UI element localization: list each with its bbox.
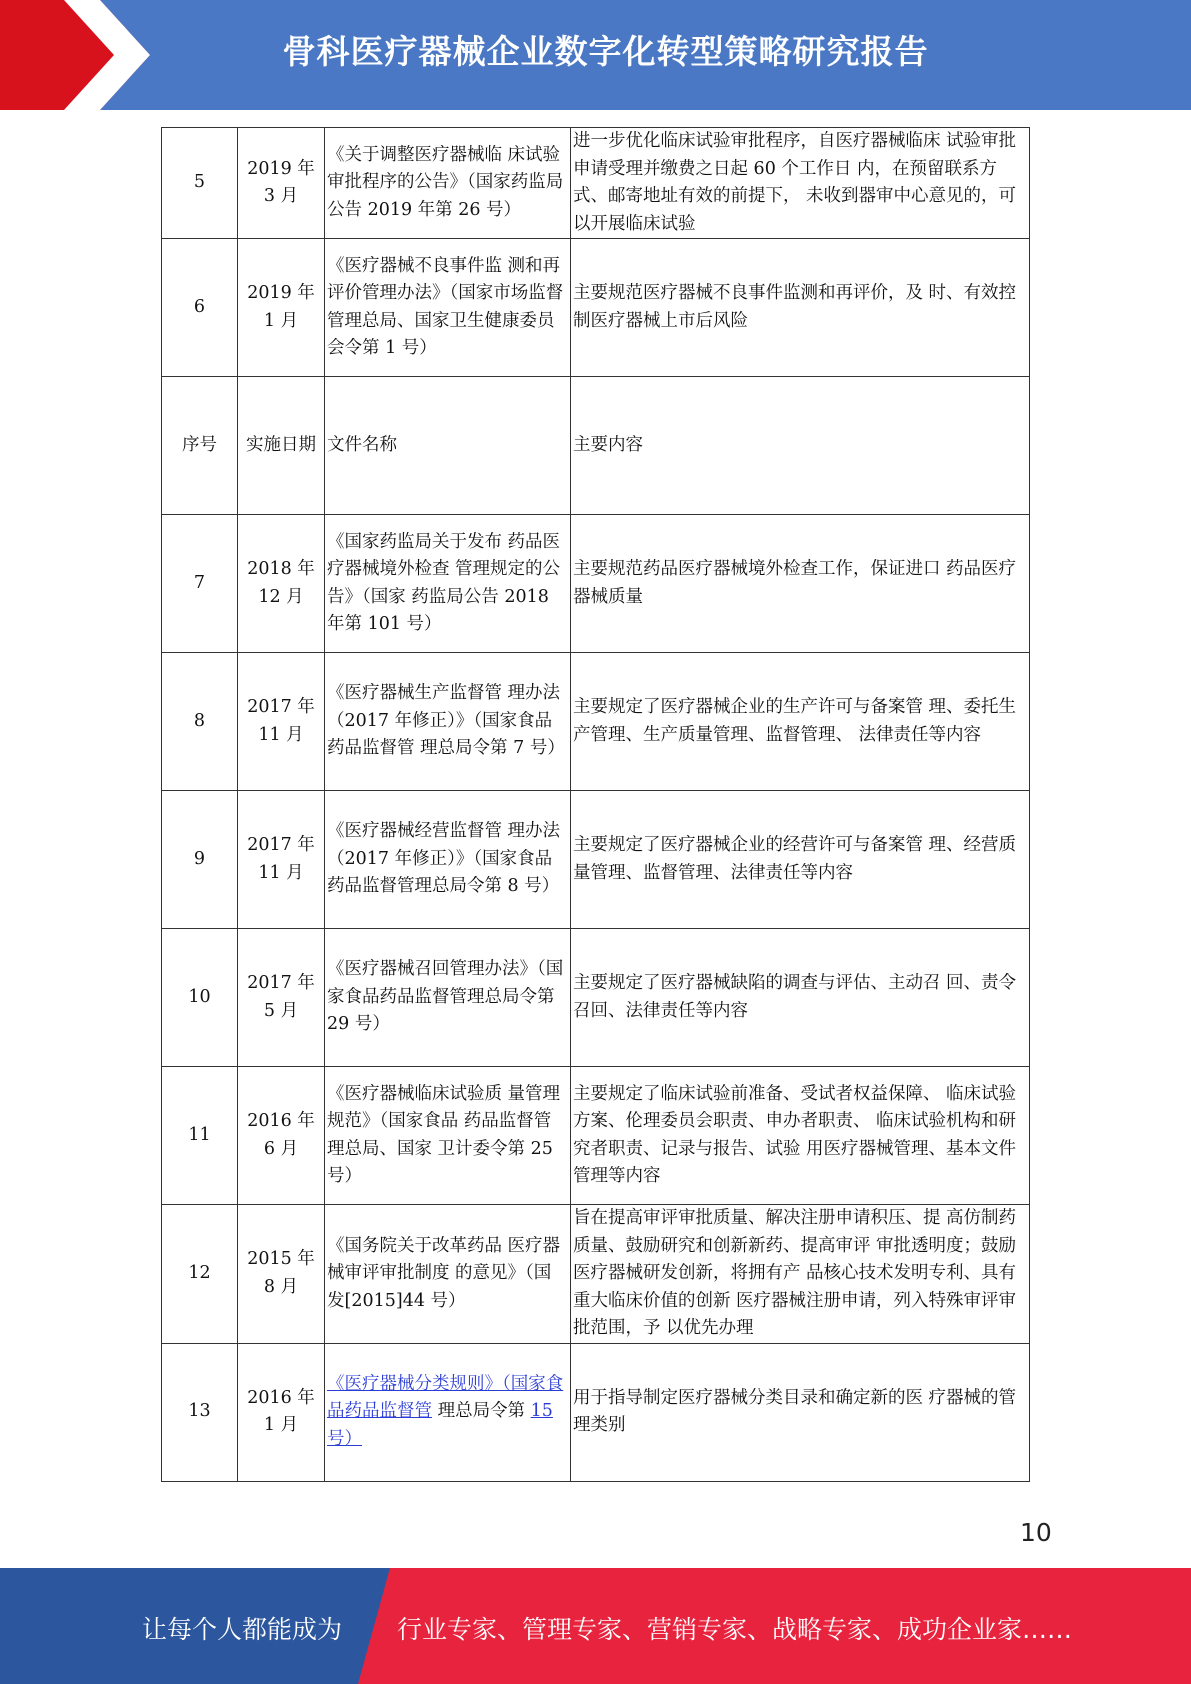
table-row xyxy=(162,791,1030,929)
row-content: 主要规定了临床试验前准备、受试者权益保障、 临床试验方案、伦理委员会职责、申办者职责、 临床试验机构和研究者职责、记录与报告、试验 用医疗器械管理、基本文件管理等内容 xyxy=(571,1067,1030,1205)
row-no: 5 xyxy=(162,128,238,239)
row-document-name: 《医疗器械经营监督管 理办法（2017 年修正）》（国家食品药品监督管理总局令第 8 号） xyxy=(325,791,571,929)
table-row xyxy=(162,1205,1030,1344)
row-date: 2016 年 6 月 xyxy=(238,1067,325,1205)
row-document-name: 《国家药监局关于发布 药品医疗器械境外检查 管理规定的公告》（国家 药监局公告 2018 年第 101 号） xyxy=(325,515,571,653)
regulation-table xyxy=(161,127,1030,1482)
row-no: 9 xyxy=(162,791,238,929)
table-row xyxy=(162,929,1030,1067)
document-link-number[interactable]: 15 号） xyxy=(327,1401,553,1449)
table-row xyxy=(162,515,1030,653)
header-cell-no: 序号 xyxy=(162,377,238,515)
row-date: 2017 年 5 月 xyxy=(238,929,325,1067)
row-no: 10 xyxy=(162,929,238,1067)
header-cell-content: 主要内容 xyxy=(571,377,1030,515)
page-title: 骨科医疗器械企业数字化转型策略研究报告 xyxy=(282,32,929,71)
row-document-name: 《医疗器械不良事件监 测和再评价管理办法》（国家市场监督管理总局、国家卫生健康委员会令第 1 号） xyxy=(325,239,571,377)
document-link[interactable]: 《医疗器械分类规则》（国家食品药品监督管 xyxy=(327,1373,564,1422)
row-content: 主要规定了医疗器械缺陷的调查与评估、主动召 回、责令召回、法律责任等内容 xyxy=(571,929,1030,1067)
row-date: 2017 年 11 月 xyxy=(238,791,325,929)
row-date: 2016 年 1 月 xyxy=(238,1343,325,1481)
page-footer xyxy=(0,1568,1191,1684)
row-document-name: 《国务院关于改革药品 医疗器械审评审批制度 的意见》（国发[2015]44 号） xyxy=(325,1205,571,1344)
row-content: 用于指导制定医疗器械分类目录和确定新的医 疗器械的管理类别 xyxy=(571,1343,1030,1481)
row-content: 进一步优化临床试验审批程序，自医疗器械临床 试验审批申请受理并缴费之日起 60 个工作日 内，在预留联系方式、邮寄地址有效的前提下， 未收到器审中心意见的，可以开展临床试验 xyxy=(571,128,1030,239)
document-name-text: 理总局令第 xyxy=(432,1401,531,1422)
row-no: 13 xyxy=(162,1343,238,1481)
row-document-name: 《关于调整医疗器械临 床试验审批程序的公告》（国家药监局公告 2019 年第 26 号） xyxy=(325,128,571,239)
footer-slogan-left: 让每个人都能成为 xyxy=(142,1615,343,1644)
row-no: 8 xyxy=(162,653,238,791)
row-no: 11 xyxy=(162,1067,238,1205)
row-document-name: 《医疗器械临床试验质 量管理规范》（国家食品 药品监督管理总局、国家 卫计委令第 25 号） xyxy=(325,1067,571,1205)
row-date: 2019 年 3 月 xyxy=(238,128,325,239)
row-date: 2018 年 12 月 xyxy=(238,515,325,653)
footer-slogan-right: 行业专家、管理专家、营销专家、战略专家、成功企业家…… xyxy=(397,1615,1073,1644)
row-content: 主要规范药品医疗器械境外检查工作，保证进口 药品医疗器械质量 xyxy=(571,515,1030,653)
row-date: 2015 年 8 月 xyxy=(238,1205,325,1344)
row-document-name xyxy=(325,1343,571,1481)
row-content: 主要规范医疗器械不良事件监测和再评价，及 时、有效控制医疗器械上市后风险 xyxy=(571,239,1030,377)
row-content: 旨在提高审评审批质量、解决注册申请积压、提 高仿制药质量、鼓励研究和创新新药、提高审评 审批透明度；鼓励医疗器械研发创新，将拥有产 品核心技术发明专利、具有重大临床价值的创新 医疗器械注册申请，列入特殊审评审批范围，予 以优先办理 xyxy=(571,1205,1030,1344)
table-row xyxy=(162,1343,1030,1481)
row-no: 6 xyxy=(162,239,238,377)
table-row xyxy=(162,653,1030,791)
row-document-name: 《医疗器械生产监督管 理办法（2017 年修正）》（国家食品药品监督管 理总局令第 7 号） xyxy=(325,653,571,791)
table-row xyxy=(162,1067,1030,1205)
row-date: 2017 年 11 月 xyxy=(238,653,325,791)
row-content: 主要规定了医疗器械企业的生产许可与备案管 理、委托生产管理、生产质量管理、监督管理、 法律责任等内容 xyxy=(571,653,1030,791)
row-content: 主要规定了医疗器械企业的经营许可与备案管 理、经营质量管理、监督管理、法律责任等内容 xyxy=(571,791,1030,929)
row-document-name: 《医疗器械召回管理办法》（国家食品药品监督管理总局令第 29 号） xyxy=(325,929,571,1067)
row-date: 2019 年 1 月 xyxy=(238,239,325,377)
table-row xyxy=(162,239,1030,377)
table-row xyxy=(162,128,1030,239)
table-header-row xyxy=(162,377,1030,515)
header-cell-date: 实施日期 xyxy=(238,377,325,515)
page-header xyxy=(0,0,1191,110)
page-number: 10 xyxy=(1020,1518,1052,1547)
row-no: 7 xyxy=(162,515,238,653)
row-no: 12 xyxy=(162,1205,238,1344)
header-cell-name: 文件名称 xyxy=(325,377,571,515)
